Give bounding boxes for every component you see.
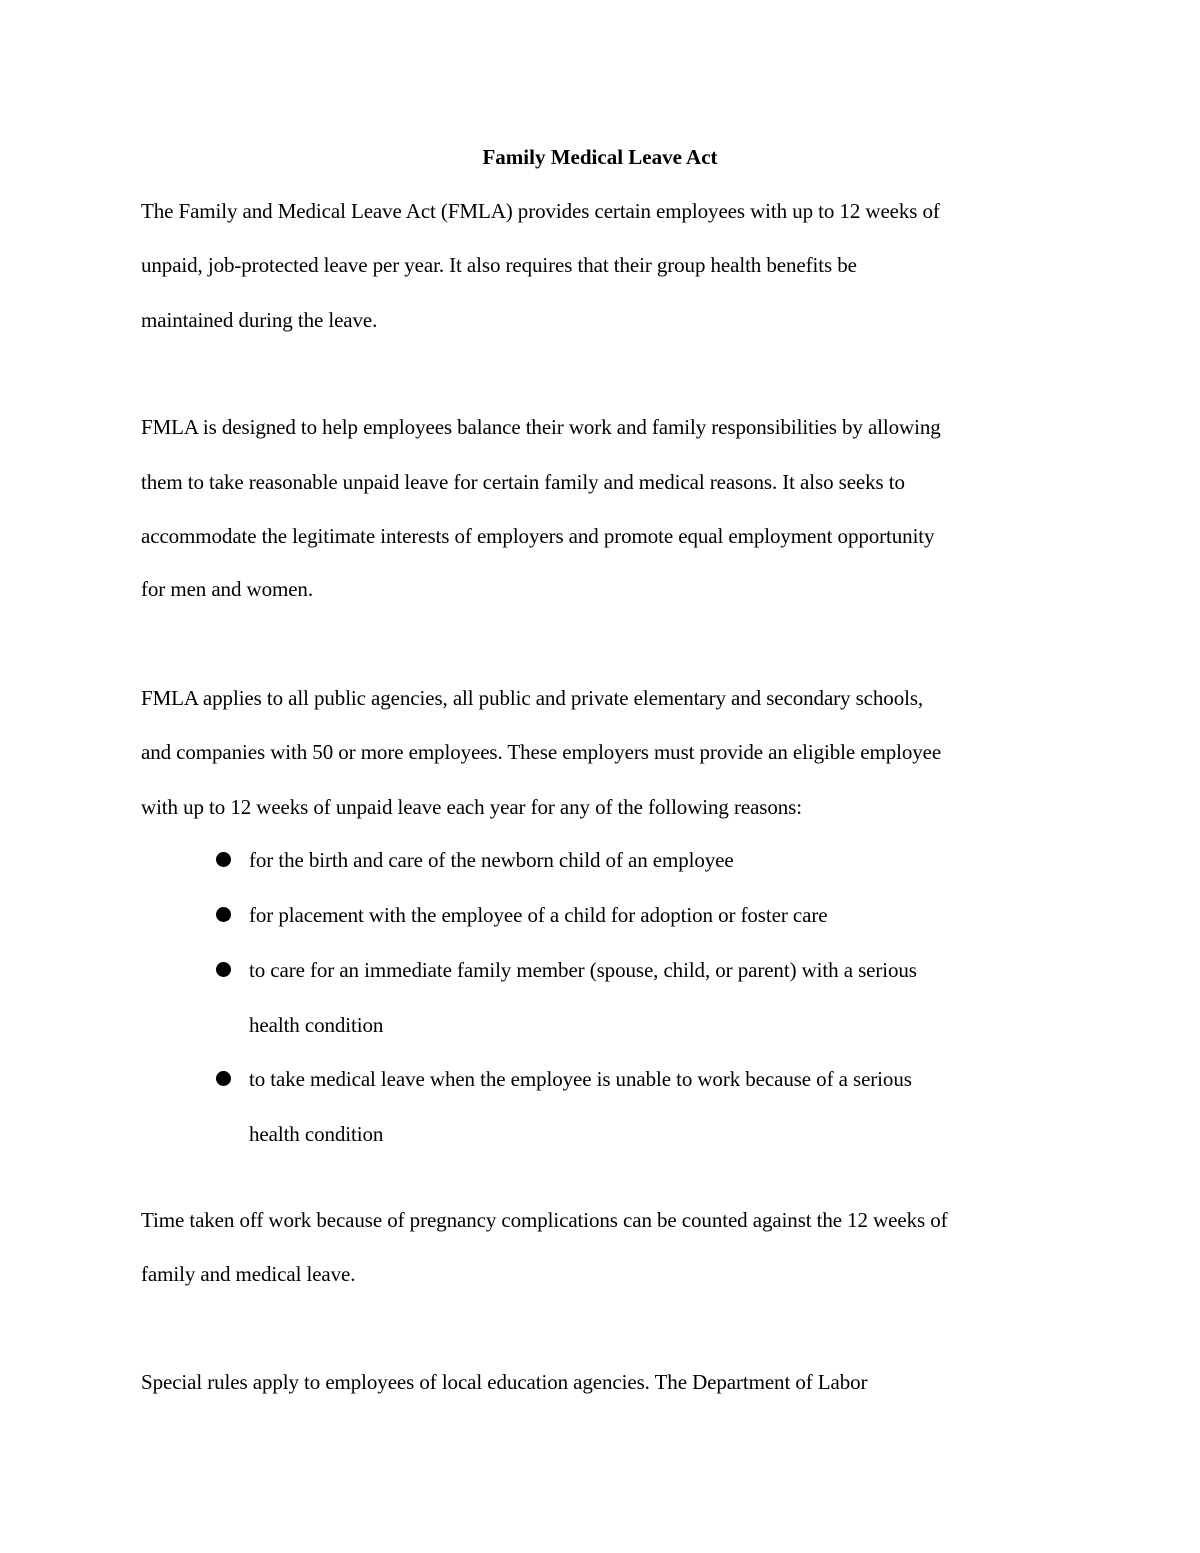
paragraph-1-line-3: maintained during the leave. xyxy=(141,308,378,332)
list-item-text-continued: health condition xyxy=(249,1122,384,1146)
list-item-text-continued: health condition xyxy=(249,1013,384,1037)
list-item-text: to care for an immediate family member (spouse, child, or parent) with a serious xyxy=(249,958,917,982)
paragraph-4-line-2: family and medical leave. xyxy=(141,1262,356,1286)
paragraph-3-line-3: with up to 12 weeks of unpaid leave each year for any of the following reasons: xyxy=(141,795,802,819)
paragraph-2-line-1: FMLA is designed to help employees balance their work and family responsibilities by allowing xyxy=(141,415,941,439)
paragraph-1-line-2: unpaid, job-protected leave per year. It also requires that their group health benefits be xyxy=(141,253,857,277)
paragraph-3-line-1: FMLA applies to all public agencies, all public and private elementary and secondary schools, xyxy=(141,686,924,710)
paragraph-2-line-3: accommodate the legitimate interests of employers and promote equal employment opportunity xyxy=(141,524,935,548)
paragraph-4-line-1: Time taken off work because of pregnancy complications can be counted against the 12 weeks of xyxy=(141,1208,948,1232)
bullet-icon xyxy=(216,852,231,867)
list-item-text: for the birth and care of the newborn child of an employee xyxy=(249,848,734,872)
bullet-icon xyxy=(216,962,231,977)
bullet-icon xyxy=(216,1071,231,1086)
paragraph-5-line-1: Special rules apply to employees of local education agencies. The Department of Labor xyxy=(141,1370,868,1394)
paragraph-1-line-1: The Family and Medical Leave Act (FMLA) provides certain employees with up to 12 weeks of xyxy=(141,199,940,223)
bullet-icon xyxy=(216,907,231,922)
list-item-text: for placement with the employee of a child for adoption or foster care xyxy=(249,903,828,927)
document-title: Family Medical Leave Act xyxy=(482,145,718,169)
paragraph-2-line-2: them to take reasonable unpaid leave for certain family and medical reasons. It also seeks to xyxy=(141,470,905,494)
paragraph-2-line-4: for men and women. xyxy=(141,577,313,601)
list-item-text: to take medical leave when the employee is unable to work because of a serious xyxy=(249,1067,912,1091)
paragraph-3-line-2: and companies with 50 or more employees. These employers must provide an eligible employee xyxy=(141,740,942,764)
